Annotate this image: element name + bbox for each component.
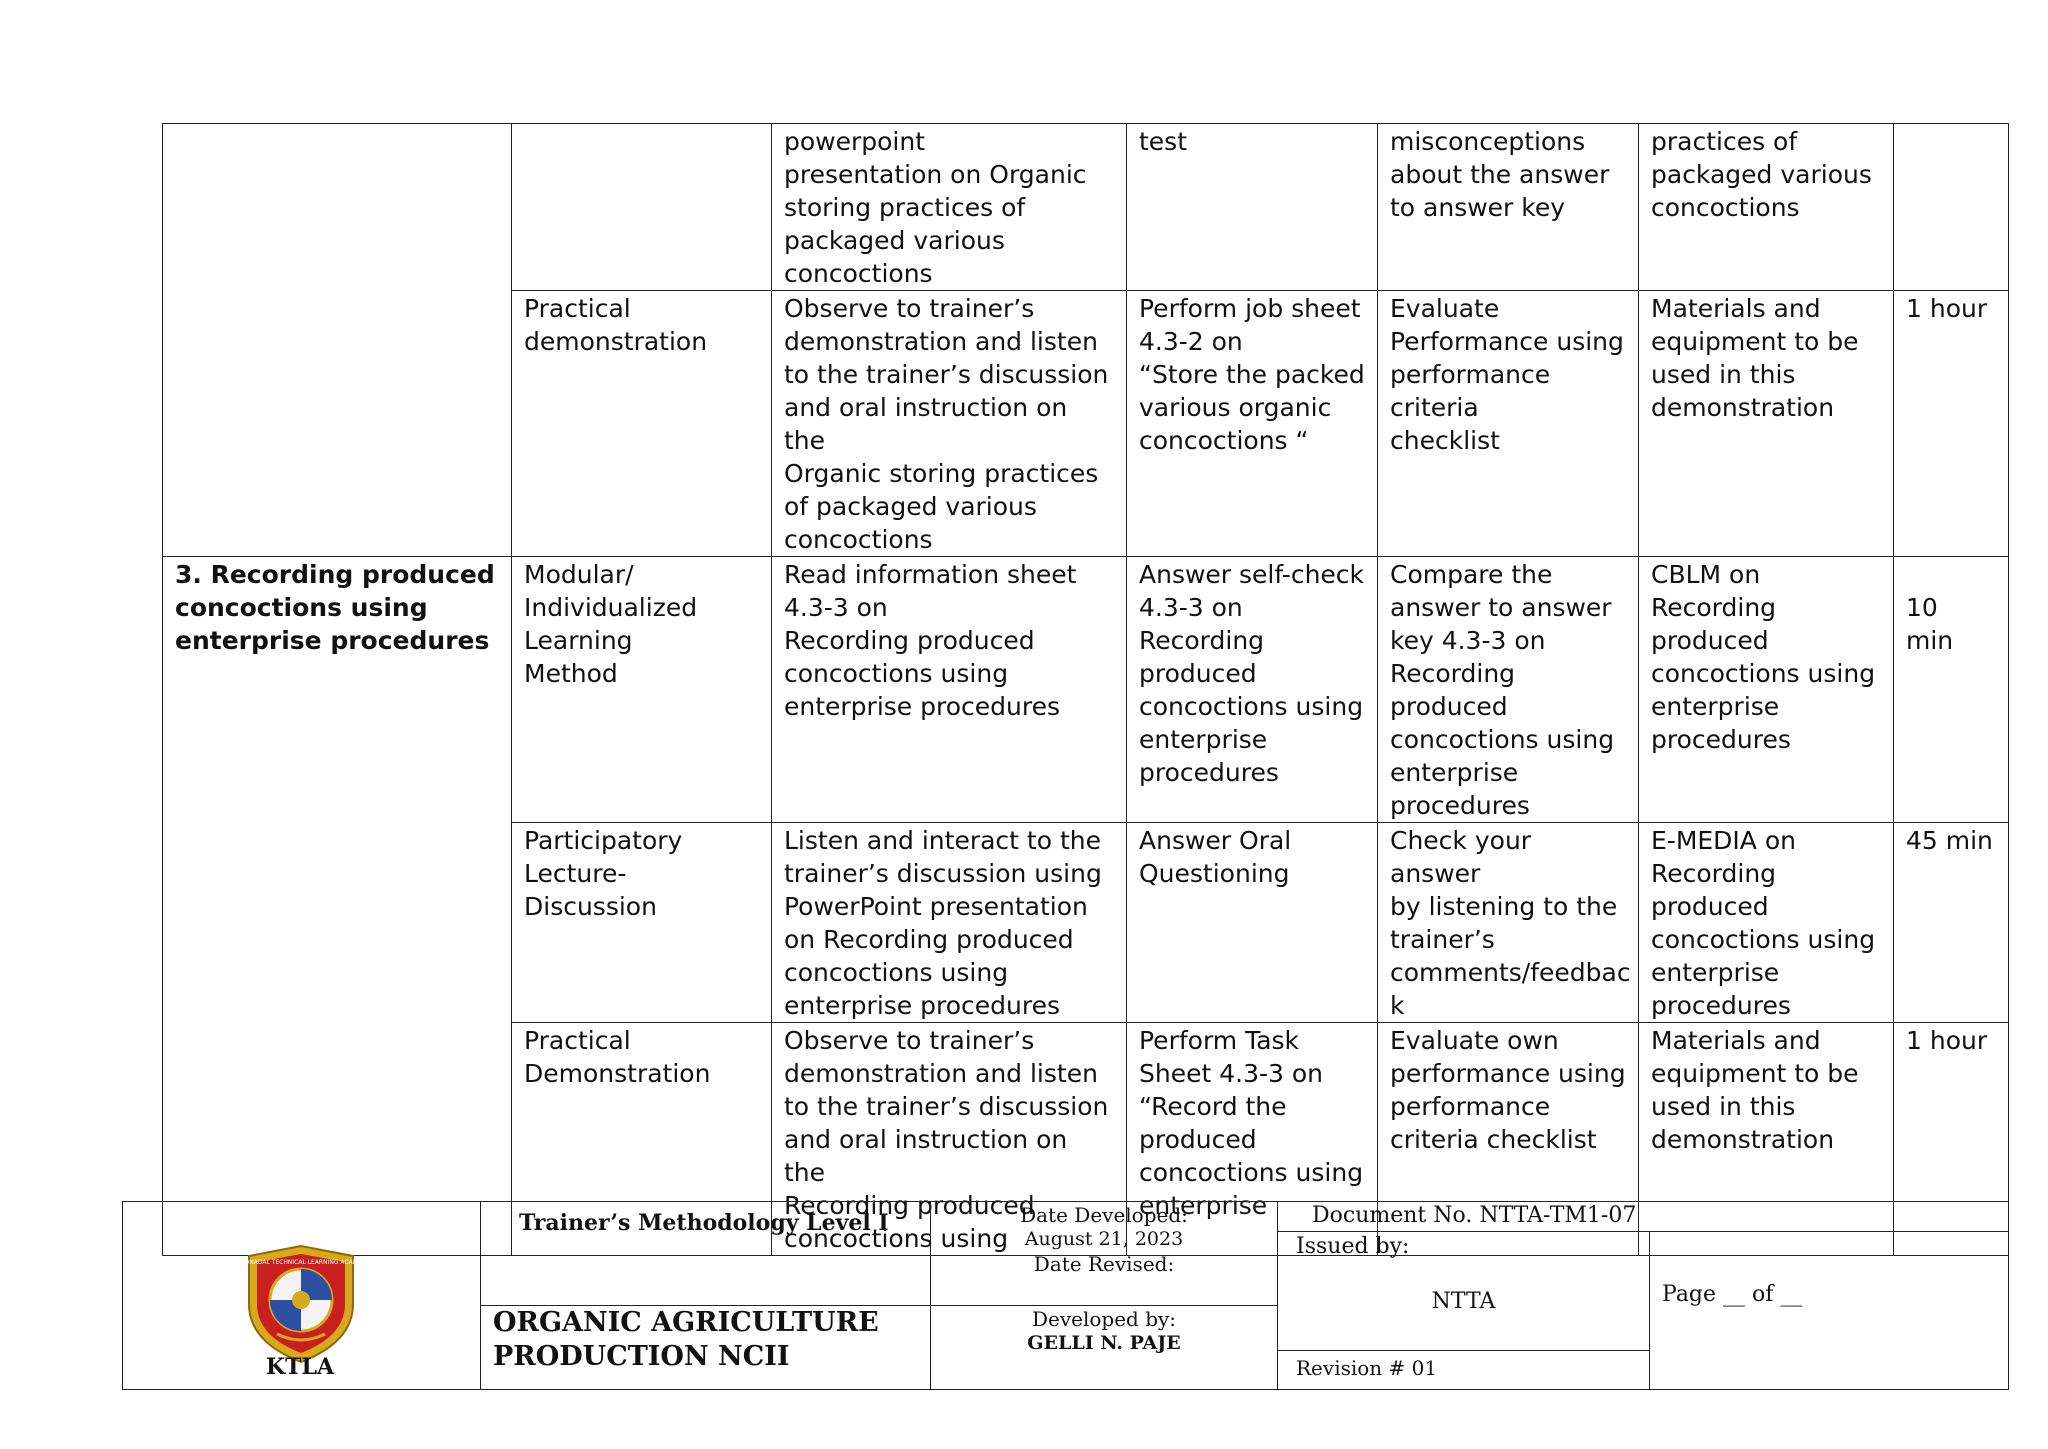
method-cell: Participatory Lecture-Discussion [512,823,772,1023]
document-number: Document No. NTTA-TM1-07 [1312,1203,1637,1228]
issued-by-label: Issued by: [1296,1234,1410,1259]
qualification-title-line2: PRODUCTION NCII [493,1341,790,1372]
developer-box [931,1306,1277,1389]
presentation-cell: Perform job sheet 4.3-2 on “Store the packed various organic concoctions “ [1127,291,1378,557]
method-cell: Practical Demonstration [512,1023,772,1256]
time-cell: 1 hour [1894,291,2009,557]
presentation-cell: Perform Task Sheet 4.3-3 on “Record the produced concoctions using enterprise [1127,1023,1378,1256]
logo-cell [123,1202,481,1389]
session-plan-table [162,123,2009,1256]
title-cell [481,1202,931,1389]
outcome-cell [163,124,512,557]
practice-cell: misconceptions about the answer to answer key [1378,124,1639,291]
content-cell: Read information sheet 4.3-3 on Recording produced concoctions using enterprise procedures [772,557,1127,823]
date-cell [931,1202,1278,1389]
practice-cell: Evaluate own performance using performance criteria checklist [1378,1023,1639,1256]
feedback-cell: Materials and equipment to be used in this demonstration [1639,1023,1894,1256]
practice-cell: Compare the answer to answer key 4.3-3 on Recording produced concoctions using enterprise procedures [1378,557,1639,823]
content-cell: Observe to trainer’s demonstration and listen to the trainer’s discussion and oral instruction on the Recording produced concoctions using [772,1023,1127,1256]
issued-by-box [1278,1232,1650,1351]
table-row [163,557,2009,823]
content-cell: Listen and interact to the trainer’s discussion using PowerPoint presentation on Recording produced concoctions using enterprise procedures [772,823,1127,1023]
module-title-box [481,1202,930,1306]
method-cell [512,124,772,291]
revision-box [1278,1351,1650,1389]
time-cell: 1 hour [1894,1023,2009,1256]
developer-name: GELLI N. PAJE [1027,1332,1181,1354]
practice-cell: Evaluate Performance using performance criteria checklist [1378,291,1639,557]
feedback-cell: E-MEDIA on Recording produced concoctions using enterprise procedures [1639,823,1894,1023]
date-developed-label: Date Developed: [1020,1203,1188,1227]
page-number: Page __ of __ [1662,1282,1803,1307]
module-title: Trainer’s Methodology Level I [519,1210,889,1236]
learning-outcome-title: 3. Recording produced concoctions using enterprise procedures [175,560,495,655]
qualification-title-line1: ORGANIC AGRICULTURE [493,1307,879,1338]
content-cell: powerpoint presentation on Organic storing practices of packaged various concoctions [772,124,1127,291]
date-box [931,1202,1277,1306]
date-developed-value: August 21, 2023 [1024,1228,1184,1250]
time-cell [1894,124,2009,291]
feedback-cell: Materials and equipment to be used in this demonstration [1639,291,1894,557]
method-cell: Modular/ Individualized Learning Method [512,557,772,823]
practice-cell: Check your answer by listening to the trainer’s comments/feedbac k [1378,823,1639,1023]
presentation-cell: Answer Oral Questioning [1127,823,1378,1023]
page-number-box [1650,1232,2008,1389]
table-row [163,124,2009,291]
logo-ring-text: KORONADAL TECHNICAL LEARNING ACADEMY [232,1259,370,1266]
date-revised-label: Date Revised: [1033,1252,1175,1276]
issued-by-value: NTTA [1431,1289,1496,1314]
outcome-cell [163,557,512,1256]
document-number-box [1278,1202,2008,1232]
document-info-cell [1278,1202,2008,1389]
logo-label: KTLA [266,1354,335,1380]
content-cell: Observe to trainer’s demonstration and listen to the trainer’s discussion and oral instruction on the Organic storing practices of packaged various concoctions [772,291,1127,557]
revision-number: Revision # 01 [1296,1356,1438,1380]
presentation-cell: test [1127,124,1378,291]
method-cell: Practical demonstration [512,291,772,557]
document-footer [122,1201,2009,1390]
feedback-cell: CBLM on Recording produced concoctions using enterprise procedures [1639,557,1894,823]
qualification-box [481,1306,930,1389]
presentation-cell: Answer self-check 4.3-3 on Recording produced concoctions using enterprise procedures [1127,557,1378,823]
ktla-shield-logo [232,1242,370,1367]
developed-by-label: Developed by: [1031,1307,1177,1331]
feedback-cell: practices of packaged various concoctions [1639,124,1894,291]
time-cell: 45 min [1894,823,2009,1023]
time-cell: 10 min [1894,557,2009,823]
